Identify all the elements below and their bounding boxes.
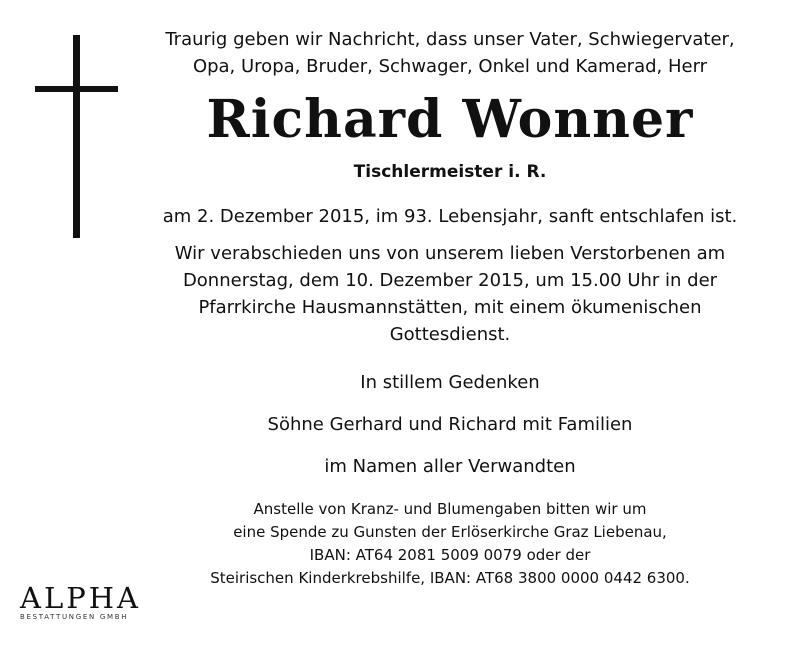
- intro-text: [125, 26, 775, 80]
- logo-wordmark: ALPHA: [20, 581, 141, 615]
- donation-line-4: Steirischen Kinderkrebshilfe, IBAN: AT68 3800 0000 0442 6300.: [210, 569, 690, 587]
- cross-vertical-bar: [73, 35, 80, 238]
- service-details: [125, 240, 775, 348]
- donation-line-3: IBAN: AT64 2081 5009 0079 oder der: [309, 546, 591, 564]
- intro-line-2: Opa, Uropa, Bruder, Schwager, Onkel und Kamerad, Herr: [192, 56, 708, 77]
- death-notice: am 2. Dezember 2015, im 93. Lebensjahr, sanft entschlafen ist.: [162, 206, 738, 227]
- service-line-3: Pfarrkirche Hausmannstätten, mit einem ökumenischen: [198, 297, 702, 318]
- service-line-4: Gottesdienst.: [389, 324, 511, 345]
- service-line-1: Wir verabschieden uns von unserem lieben Verstorbenen am: [174, 243, 726, 264]
- intro-line-1: Traurig geben wir Nachricht, dass unser Vater, Schwiegervater,: [165, 29, 735, 50]
- deceased-name: Richard Wonner: [206, 89, 694, 150]
- donation-request: [125, 498, 775, 590]
- service-line-2: Donnerstag, dem 10. Dezember 2015, um 15.00 Uhr in der: [182, 270, 718, 291]
- relatives-line: im Namen aller Verwandten: [324, 456, 576, 477]
- latin-cross-icon: [35, 35, 118, 238]
- deceased-profession: Tischlermeister i. R.: [353, 162, 547, 182]
- donation-line-2: eine Spende zu Gunsten der Erlöserkirche Graz Liebenau,: [233, 523, 667, 541]
- cross-horizontal-bar: [35, 86, 118, 92]
- family-line: Söhne Gerhard und Richard mit Familien: [267, 414, 633, 435]
- donation-line-1: Anstelle von Kranz- und Blumengaben bitten wir um: [253, 500, 647, 518]
- obituary-content: [125, 26, 775, 590]
- funeral-home-logo: [20, 581, 141, 622]
- in-memory-line: In stillem Gedenken: [360, 372, 540, 393]
- logo-subtitle: BESTATTUNGEN GMBH: [20, 613, 129, 621]
